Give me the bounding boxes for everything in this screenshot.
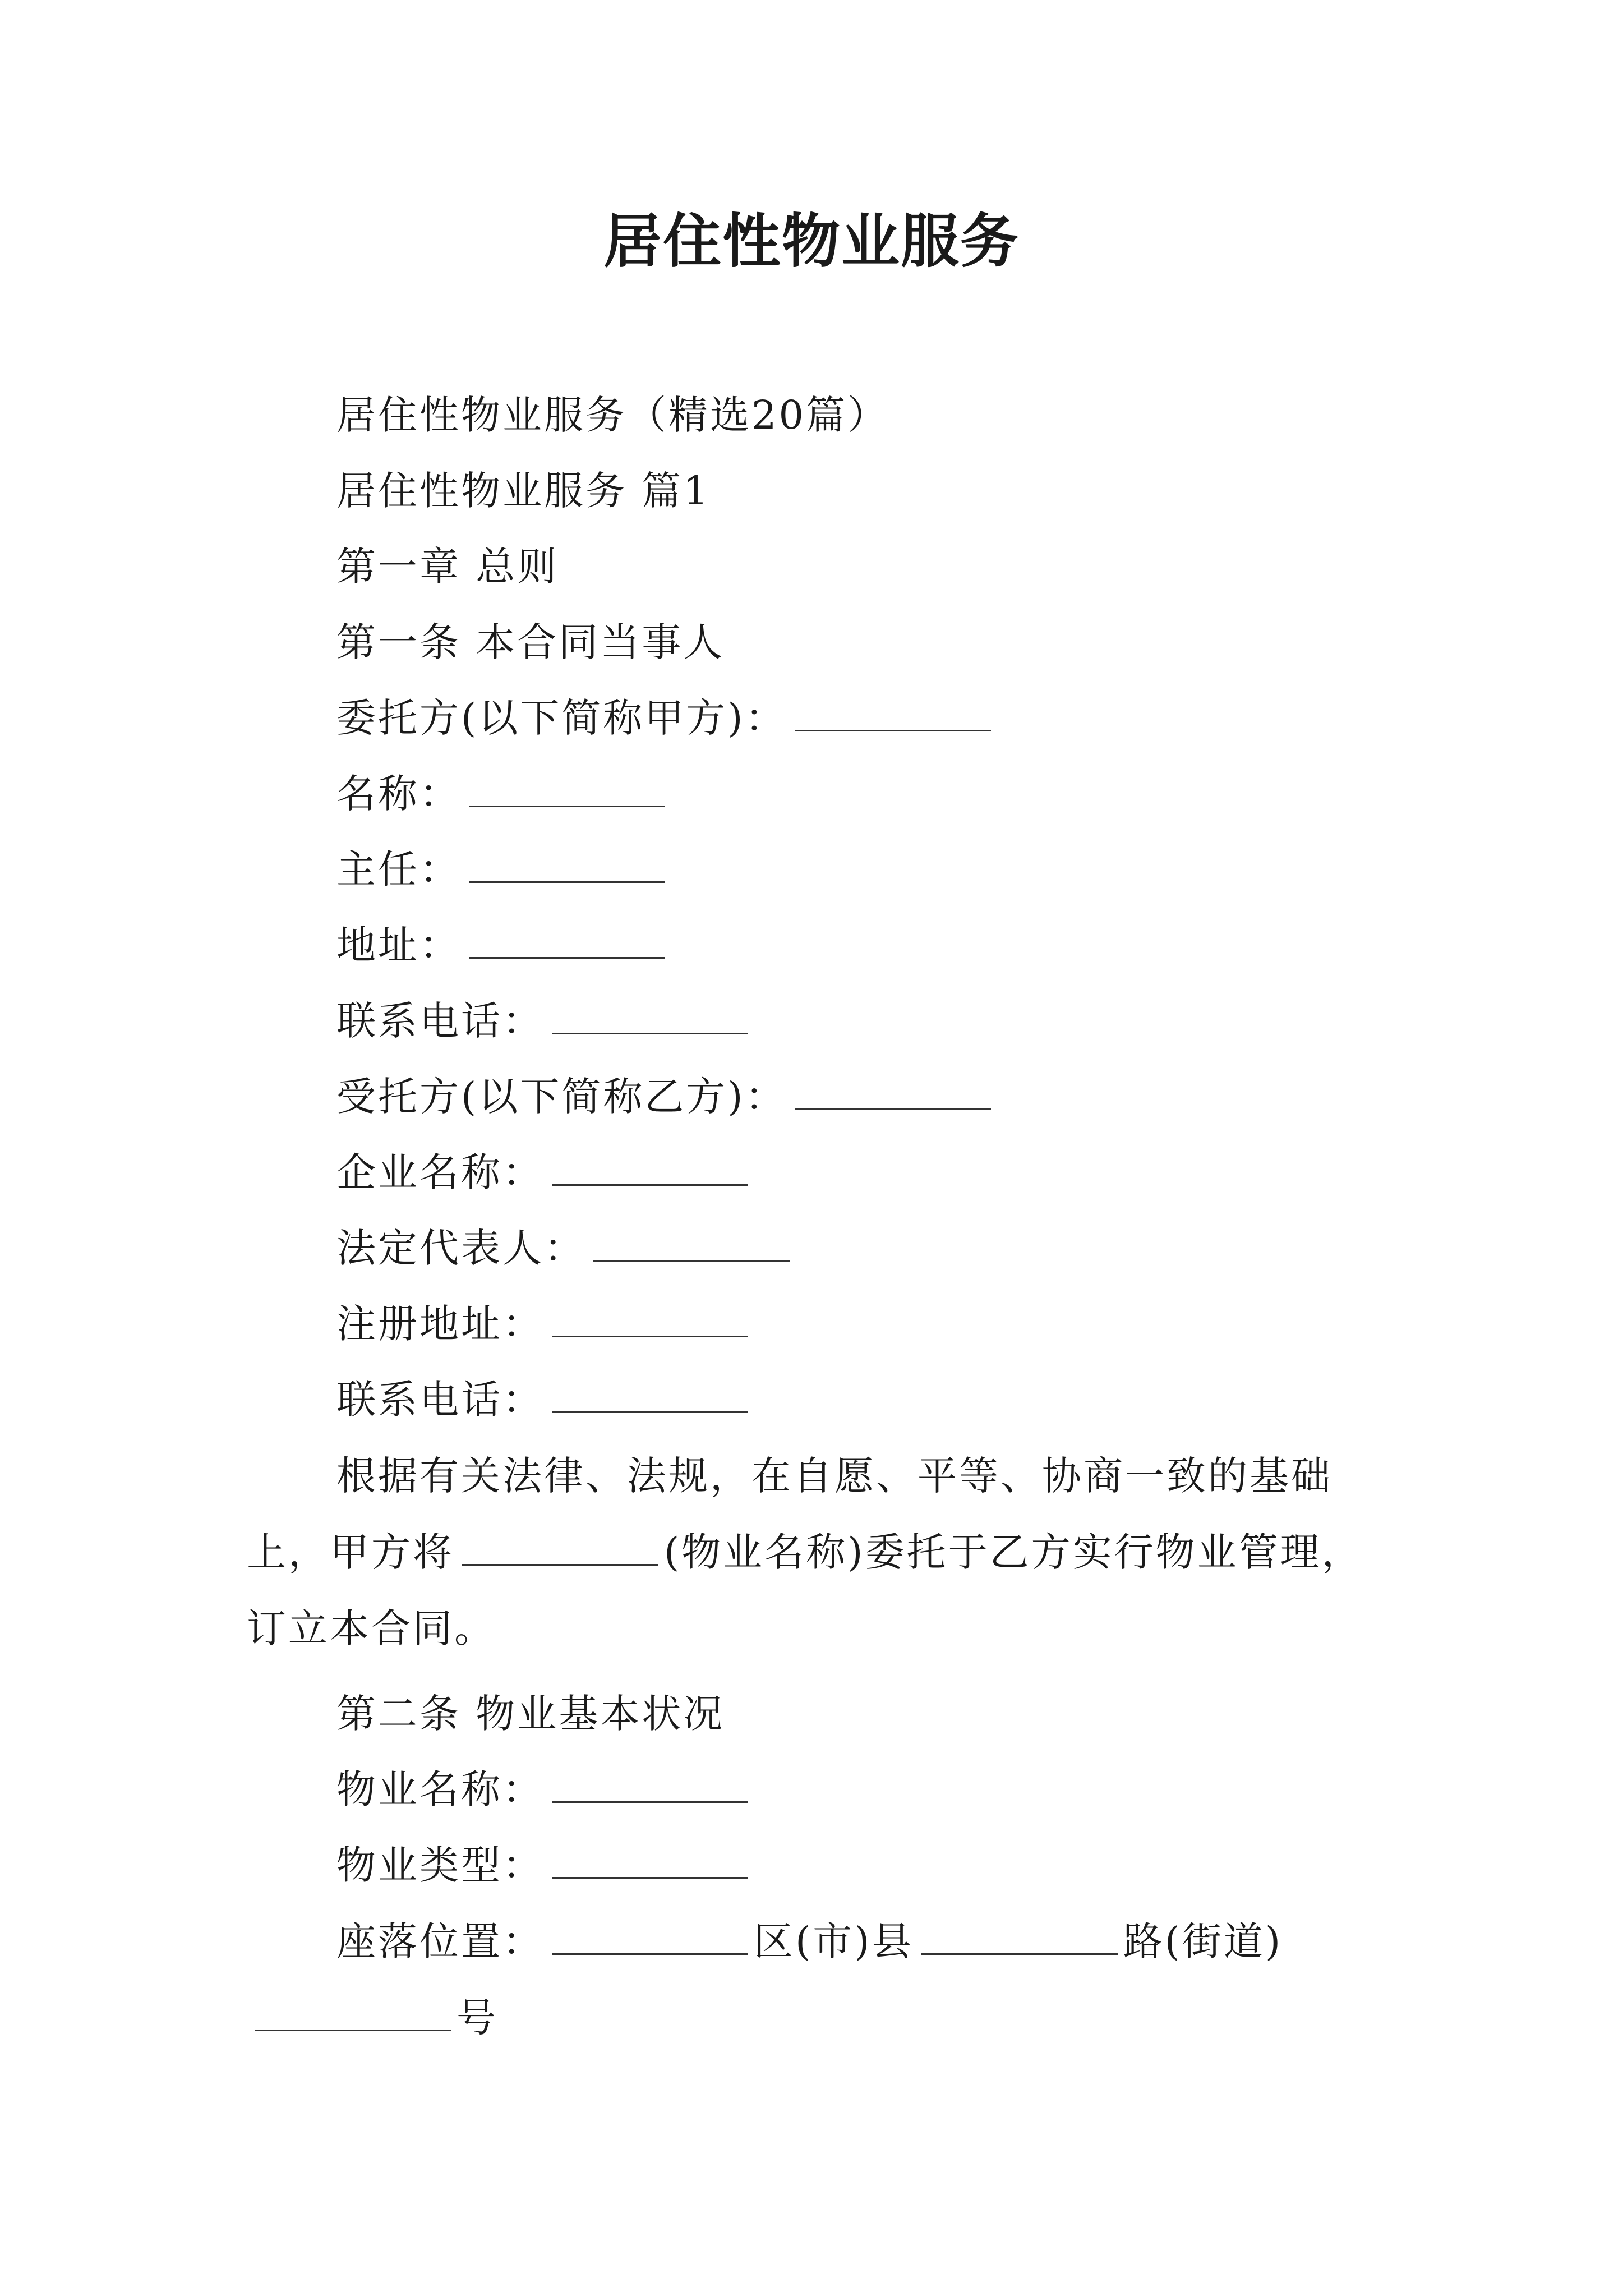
intro-text-1: 根据有关法律、法规，在自愿、平等、协商一致的基础上，甲方将 — [247, 1453, 1332, 1575]
phone-row-b — [336, 1372, 754, 1428]
name-blank — [469, 803, 665, 807]
legal-rep-label: 法定代表人： — [336, 1225, 585, 1271]
address-blank — [469, 955, 665, 959]
intro-text-2: (物业名称)委托于乙方实行物业管理，订立本合同。 — [247, 1529, 1363, 1651]
party-a-row — [336, 690, 997, 746]
phone-label: 联系电话： — [336, 1377, 544, 1423]
phone-row-a — [336, 993, 754, 1049]
address-label: 地址： — [336, 922, 461, 968]
property-type-blank — [552, 1875, 748, 1879]
company-name-row — [336, 1144, 754, 1200]
location-label: 座落位置： — [336, 1918, 544, 1964]
subtitle: 居住性物业服务（精选20篇） — [336, 392, 889, 438]
director-row — [336, 841, 671, 898]
director-blank — [469, 879, 665, 883]
property-name-row — [336, 1761, 754, 1818]
phone-blank — [552, 1409, 748, 1413]
party-a-label: 委托方(以下简称甲方)： — [336, 695, 787, 741]
party-a-blank — [795, 728, 991, 731]
phone-label: 联系电话： — [336, 998, 544, 1044]
property-name-blank — [462, 1562, 658, 1566]
district-blank — [552, 1951, 748, 1955]
road-blank — [921, 1951, 1118, 1955]
location-number: 号 — [457, 1995, 498, 2041]
property-type-row — [336, 1837, 754, 1893]
clause-heading: 第一条 本合同当事人 — [336, 619, 725, 665]
intro-paragraph — [247, 1438, 1391, 1667]
reg-address-label: 注册地址： — [336, 1301, 544, 1347]
name-label: 名称： — [336, 771, 461, 817]
name-row — [336, 766, 671, 822]
party-b-row — [336, 1069, 997, 1125]
party-b-blank — [795, 1106, 991, 1110]
reg-address-row — [336, 1296, 754, 1352]
document-title: 居住性物业服务 — [603, 206, 1020, 275]
legal-rep-blank — [593, 1258, 790, 1262]
location-road: 路(街道) — [1123, 1918, 1283, 1964]
number-blank — [255, 2027, 451, 2031]
chapter-heading: 第一章 总则 — [336, 544, 559, 590]
property-type-label: 物业类型： — [336, 1842, 544, 1888]
clause-heading: 第二条 物业基本状况 — [336, 1691, 725, 1737]
party-b-label: 受托方(以下简称乙方)： — [336, 1074, 787, 1120]
address-row — [336, 917, 671, 973]
location-district: 区(市)县 — [754, 1918, 914, 1964]
article-heading: 居住性物业服务 篇1 — [336, 468, 711, 514]
phone-blank — [552, 1030, 748, 1034]
company-name-blank — [552, 1182, 748, 1186]
company-name-label: 企业名称： — [336, 1149, 544, 1195]
legal-rep-row — [336, 1220, 795, 1276]
location-paragraph — [247, 1903, 1391, 2056]
reg-address-blank — [552, 1333, 748, 1337]
director-label: 主任： — [336, 846, 461, 892]
property-name-label: 物业名称： — [336, 1766, 544, 1812]
property-name-blank — [552, 1799, 748, 1803]
